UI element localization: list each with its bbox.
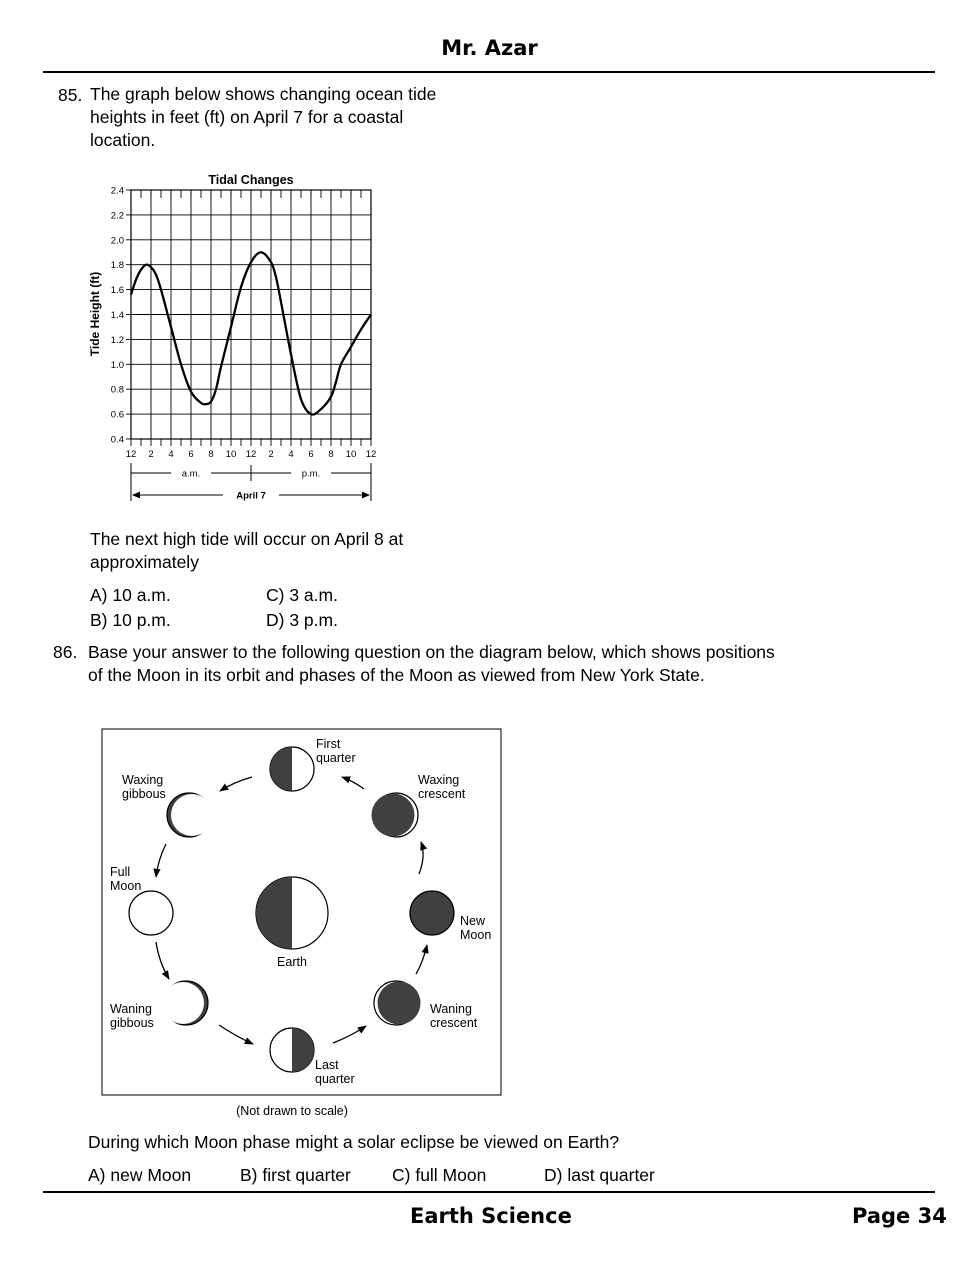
chart-x-tick-label: 8 xyxy=(208,449,214,460)
question-86-stem-line: of the Moon in its orbit and phases of the Moon as viewed from New York State. xyxy=(88,665,705,685)
chart-pm-label: p.m. xyxy=(301,468,321,480)
choice-85-c[interactable]: C) 3 a.m. xyxy=(266,585,338,605)
choice-85-d[interactable]: D) 3 p.m. xyxy=(266,610,338,630)
question-86-stem xyxy=(88,641,775,687)
chart-y-tick-label: 2.0 xyxy=(110,235,124,247)
chart-x-tick-label: 12 xyxy=(365,449,377,460)
footer-page-number: Page 34 xyxy=(852,1204,947,1228)
waning-crescent-moon-icon xyxy=(374,981,421,1025)
last-quarter-moon-icon xyxy=(270,1028,314,1072)
chart-x-tick-label: 2 xyxy=(268,449,274,460)
choice-86-d[interactable]: D) last quarter xyxy=(544,1165,655,1185)
chart-x-tick-label: 6 xyxy=(188,449,194,460)
choice-86-c[interactable]: C) full Moon xyxy=(392,1165,487,1185)
chart-date-arrow-left-icon xyxy=(132,492,140,499)
chart-x-axis-label: April 7 xyxy=(236,490,266,502)
question-85-prompt-line: approximately xyxy=(90,552,199,572)
chart-x-tick-label: 2 xyxy=(148,449,154,460)
chart-y-tick-label: 0.4 xyxy=(110,434,124,446)
full-moon-icon xyxy=(129,891,173,935)
first-quarter-label: First quarter xyxy=(316,737,356,765)
page-header-title: Mr. Azar xyxy=(441,36,538,60)
moon-phases-diagram xyxy=(100,727,505,1122)
chart-y-axis-label: Tide Height (ft) xyxy=(88,271,102,357)
chart-date-arrow-right-icon xyxy=(362,492,370,499)
waxing-crescent-label: Waxing crescent xyxy=(418,773,466,801)
chart-x-tick-label: 6 xyxy=(308,449,314,460)
chart-x-tick-label: 12 xyxy=(245,449,257,460)
chart-x-tick-label: 8 xyxy=(328,449,334,460)
question-86-prompt: During which Moon phase might a solar eclipse be viewed on Earth? xyxy=(88,1132,620,1152)
chart-y-tick-label: 2.2 xyxy=(110,210,124,222)
question-85-stem-line: location. xyxy=(90,130,156,150)
footer-rule xyxy=(43,1191,935,1193)
diagram-caption: (Not drawn to scale) xyxy=(236,1104,348,1118)
chart-x-tick-label: 10 xyxy=(225,449,237,460)
chart-title: Tidal Changes xyxy=(208,173,294,187)
chart-ticks xyxy=(126,190,371,446)
question-85-stem-line: The graph below shows changing ocean tide xyxy=(90,84,437,104)
full-moon-label: Full Moon xyxy=(110,865,142,893)
chart-y-tick-label: 1.6 xyxy=(110,285,124,297)
waxing-gibbous-label: Waxing gibbous xyxy=(122,773,166,801)
question-85-prompt-line: The next high tide will occur on April 8 at xyxy=(90,529,404,549)
chart-y-tick-label: 0.6 xyxy=(110,409,124,421)
question-85-stem xyxy=(90,83,436,152)
choice-86-b[interactable]: B) first quarter xyxy=(240,1165,351,1185)
chart-am-label: a.m. xyxy=(181,468,201,480)
question-86-stem-line: Base your answer to the following question on the diagram below, which shows positions xyxy=(88,642,775,662)
footer-subject: Earth Science xyxy=(410,1204,572,1228)
waning-crescent-label: Waning crescent xyxy=(430,1002,478,1030)
header-rule xyxy=(43,71,935,73)
chart-y-tick-label: 1.4 xyxy=(110,310,124,321)
chart-y-tick-label: 0.8 xyxy=(110,384,124,396)
new-moon-label: New Moon xyxy=(460,914,492,942)
waning-gibbous-moon-icon xyxy=(162,981,208,1025)
choice-86-a[interactable]: A) new Moon xyxy=(88,1165,192,1185)
earth-label: Earth xyxy=(277,955,307,969)
waning-gibbous-label: Waning gibbous xyxy=(110,1002,154,1030)
chart-x-tick-label: 10 xyxy=(345,449,357,460)
question-86-number: 86. xyxy=(53,642,78,662)
earth-icon xyxy=(256,877,328,949)
chart-y-tick-label: 1.8 xyxy=(110,260,124,272)
choice-85-b[interactable]: B) 10 p.m. xyxy=(90,610,171,630)
waxing-crescent-moon-icon xyxy=(372,793,419,837)
chart-y-tick-label: 1.2 xyxy=(110,334,124,346)
question-85-prompt xyxy=(90,528,403,574)
chart-x-tick-label: 12 xyxy=(125,449,137,460)
question-85-number: 85. xyxy=(58,85,83,105)
chart-x-tick-label: 4 xyxy=(168,449,174,460)
chart-y-tick-label: 2.4 xyxy=(110,185,124,197)
tidal-changes-chart xyxy=(80,165,390,510)
chart-x-tick-label: 4 xyxy=(288,449,294,460)
first-quarter-moon-icon xyxy=(270,747,314,791)
last-quarter-label: Last quarter xyxy=(315,1058,355,1086)
new-moon-icon xyxy=(410,891,454,935)
question-85-stem-line: heights in feet (ft) on April 7 for a coastal xyxy=(90,107,404,127)
waxing-gibbous-moon-icon xyxy=(167,793,213,837)
choice-85-a[interactable]: A) 10 a.m. xyxy=(90,585,171,605)
chart-period-markers xyxy=(131,463,371,502)
chart-y-tick-label: 1.0 xyxy=(110,359,124,371)
